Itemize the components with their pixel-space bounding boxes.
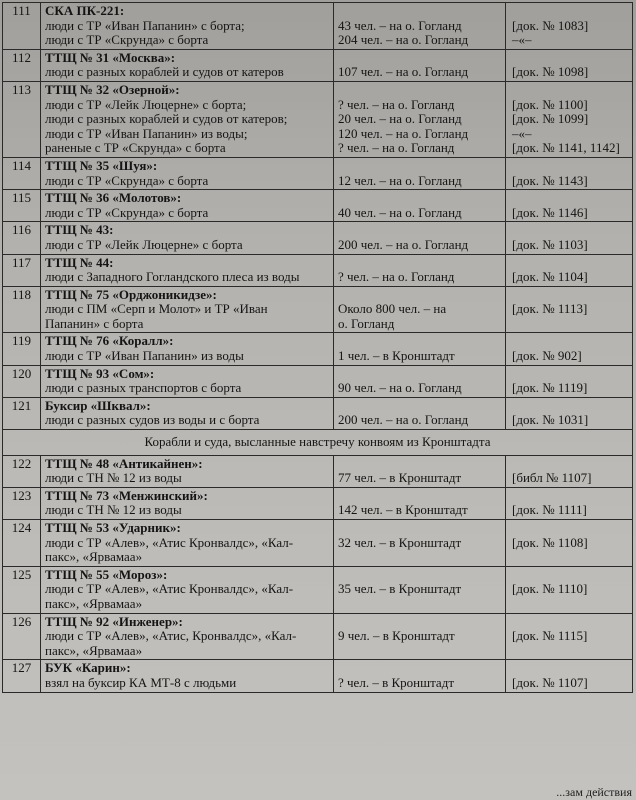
rescue-description: Папанин» с борта xyxy=(45,315,144,331)
table-row xyxy=(3,455,633,487)
source-cell xyxy=(506,520,633,567)
footer-fragment: ...зам действия xyxy=(556,785,632,799)
vessel-name: ТТЩ № 48 «Антикайнен»: xyxy=(45,455,203,471)
source-cell-line: [док. № 1115] xyxy=(512,628,588,644)
rescue-description: пакс», «Ярвамаа» xyxy=(45,595,143,611)
table-row xyxy=(3,365,633,397)
vessel-name: ТТЩ № 55 «Мороз»: xyxy=(45,566,168,582)
vessel-name: ТТЩ № 73 «Менжинский»: xyxy=(45,487,208,503)
table-row xyxy=(3,613,633,660)
vessel-cell xyxy=(41,3,334,50)
source-cell xyxy=(506,487,633,519)
table-row xyxy=(3,49,633,81)
source-cell xyxy=(506,660,633,692)
result-cell-line: 43 чел. – на о. Гогланд xyxy=(338,17,462,33)
table-row xyxy=(3,520,633,567)
table-section xyxy=(3,430,633,456)
vessel-cell xyxy=(41,520,334,567)
result-cell-line: 32 чел. – в Кронштадт xyxy=(338,534,462,550)
result-cell xyxy=(334,333,506,365)
result-cell-line: 9 чел. – в Кронштадт xyxy=(338,628,455,644)
result-cell-line: 77 чел. – в Кронштадт xyxy=(338,470,462,486)
rescue-description: раненые с ТР «Скрунда» с борта xyxy=(45,140,226,156)
source-cell xyxy=(506,455,633,487)
section-heading: Корабли и суда, высланные навстречу конвоям из Кронштадта xyxy=(3,430,633,456)
table-row xyxy=(3,286,633,333)
source-cell-line: [док. № 1099] xyxy=(512,111,589,127)
source-cell-line: [док. № 1113] xyxy=(512,301,588,317)
table-row xyxy=(3,333,633,365)
source-cell-line: [док. № 1103] xyxy=(512,236,588,252)
rescue-description: люди с ТР «Алев», «Атис, Кронвалдс», «Кал- xyxy=(45,628,297,644)
result-cell-line: 120 чел. – на о. Гогланд xyxy=(338,125,469,141)
row-number: 113 xyxy=(3,81,41,157)
source-cell-line: –«– xyxy=(512,125,532,141)
result-cell-line: 20 чел. – на о. Гогланд xyxy=(338,111,462,127)
table-row xyxy=(3,254,633,286)
result-cell xyxy=(334,286,506,333)
result-cell xyxy=(334,49,506,81)
table-row xyxy=(3,190,633,222)
vessel-name: ТТЩ № 36 «Молотов»: xyxy=(45,190,182,206)
table-row xyxy=(3,81,633,157)
rescue-table xyxy=(2,2,633,693)
rescue-description: люди с ТН № 12 из воды xyxy=(45,470,182,486)
vessel-name: Буксир «Шквал»: xyxy=(45,397,151,413)
source-cell xyxy=(506,190,633,222)
source-cell-line: [док. № 1143] xyxy=(512,172,588,188)
row-number: 115 xyxy=(3,190,41,222)
result-cell-line: 35 чел. – в Кронштадт xyxy=(338,581,462,597)
row-number: 112 xyxy=(3,49,41,81)
row-number: 117 xyxy=(3,254,41,286)
result-cell-line: 90 чел. – на о. Гогланд xyxy=(338,380,462,396)
vessel-cell xyxy=(41,81,334,157)
source-cell-line: [док. № 1031] xyxy=(512,412,589,428)
row-number: 125 xyxy=(3,566,41,613)
row-number: 116 xyxy=(3,222,41,254)
source-cell xyxy=(506,613,633,660)
vessel-cell xyxy=(41,397,334,429)
source-cell-line: [док. № 1146] xyxy=(512,204,588,220)
result-cell-line: ? чел. – в Кронштадт xyxy=(338,674,454,690)
source-cell xyxy=(506,333,633,365)
result-cell-line: 200 чел. – на о. Гогланд xyxy=(338,236,469,252)
rescue-description: пакс», «Ярвамаа» xyxy=(45,549,143,565)
vessel-cell xyxy=(41,487,334,519)
result-cell xyxy=(334,613,506,660)
rescue-description: взял на буксир КА МТ-8 с людьми xyxy=(45,674,237,690)
source-cell-line: [док. № 1110] xyxy=(512,581,588,597)
vessel-cell xyxy=(41,49,334,81)
result-cell-line: 200 чел. – на о. Гогланд xyxy=(338,412,469,428)
vessel-name: ТТЩ № 43: xyxy=(45,222,114,238)
rescue-description: люди с ПМ «Серп и Молот» и ТР «Иван xyxy=(45,301,268,317)
source-cell-line: [док. № 1141, 1142] xyxy=(512,140,620,156)
rescue-description: люди с ТР «Иван Папанин» с борта; xyxy=(45,17,245,33)
table-row xyxy=(3,487,633,519)
rescue-description: люди с ТР «Скрунда» с борта xyxy=(45,172,209,188)
source-cell xyxy=(506,81,633,157)
result-cell-line: ? чел. – на о. Гогланд xyxy=(338,96,455,112)
rescue-description: люди с разных кораблей и судов от катеров; xyxy=(45,111,288,127)
source-cell-line: [док. № 1108] xyxy=(512,534,588,550)
source-cell-line: [док. № 1107] xyxy=(512,674,588,690)
table-row xyxy=(3,397,633,429)
rescue-description: люди с ТР «Лейк Люцерне» с борта; xyxy=(45,96,247,112)
rescue-description: люди с ТН № 12 из воды xyxy=(45,502,182,518)
row-number: 119 xyxy=(3,333,41,365)
source-cell-line: [док. № 902] xyxy=(512,348,582,364)
result-cell xyxy=(334,81,506,157)
vessel-name: ТТЩ № 44: xyxy=(45,254,114,270)
row-number: 126 xyxy=(3,613,41,660)
source-cell xyxy=(506,566,633,613)
source-cell xyxy=(506,49,633,81)
source-cell xyxy=(506,254,633,286)
row-number: 114 xyxy=(3,157,41,189)
table-row xyxy=(3,222,633,254)
result-cell xyxy=(334,566,506,613)
result-cell xyxy=(334,157,506,189)
row-number: 122 xyxy=(3,455,41,487)
source-cell-line: [док. № 1104] xyxy=(512,269,588,285)
source-cell-line: [док. № 1098] xyxy=(512,64,589,80)
rescue-description: люди с Западного Гогландского плеса из воды xyxy=(45,269,300,285)
table-row xyxy=(3,3,633,50)
rescue-description: люди с ТР «Скрунда» с борта xyxy=(45,32,209,48)
section-row xyxy=(3,430,633,456)
vessel-cell xyxy=(41,613,334,660)
table-row xyxy=(3,566,633,613)
vessel-cell xyxy=(41,254,334,286)
result-cell xyxy=(334,254,506,286)
source-cell-line: [док. № 1111] xyxy=(512,502,587,518)
vessel-name: СКА ПК-221: xyxy=(45,3,125,18)
rescue-description: люди с ТР «Алев», «Атис Кронвалдс», «Кал- xyxy=(45,581,294,597)
rescue-description: пакс», «Ярвамаа» xyxy=(45,642,143,658)
row-number: 127 xyxy=(3,660,41,692)
rescue-description: люди с разных кораблей и судов от катеров xyxy=(45,64,284,80)
result-cell xyxy=(334,660,506,692)
result-cell-line: ? чел. – на о. Гогланд xyxy=(338,140,455,156)
rescue-description: люди с ТР «Скрунда» с борта xyxy=(45,204,209,220)
vessel-name: ТТЩ № 32 «Озерной»: xyxy=(45,81,180,97)
result-cell-line: 107 чел. – на о. Гогланд xyxy=(338,64,469,80)
result-cell-line: 1 чел. – в Кронштадт xyxy=(338,348,455,364)
vessel-cell xyxy=(41,566,334,613)
vessel-name: ТТЩ № 92 «Инженер»: xyxy=(45,613,183,629)
result-cell xyxy=(334,222,506,254)
result-cell-line: 12 чел. – на о. Гогланд xyxy=(338,172,462,188)
source-cell xyxy=(506,365,633,397)
row-number: 111 xyxy=(3,3,41,50)
source-cell-line: [док. № 1100] xyxy=(512,96,588,112)
rescue-description: люди с ТР «Иван Папанин» из воды; xyxy=(45,125,248,141)
row-number: 121 xyxy=(3,397,41,429)
rescue-description: люди с ТР «Алев», «Атис Кронвалдс», «Кал- xyxy=(45,534,294,550)
source-cell xyxy=(506,157,633,189)
rescue-description: люди с ТР «Иван Папанин» из воды xyxy=(45,348,244,364)
vessel-cell xyxy=(41,222,334,254)
vessel-cell xyxy=(41,286,334,333)
source-cell xyxy=(506,397,633,429)
source-cell-line: [док. № 1119] xyxy=(512,380,588,396)
row-number: 118 xyxy=(3,286,41,333)
vessel-name: ТТЩ № 53 «Ударник»: xyxy=(45,520,181,535)
table-body-upper xyxy=(3,3,633,430)
result-cell-line: ? чел. – на о. Гогланд xyxy=(338,269,455,285)
source-cell-line: [библ № 1107] xyxy=(512,470,592,486)
row-number: 123 xyxy=(3,487,41,519)
result-cell xyxy=(334,455,506,487)
result-cell xyxy=(334,190,506,222)
result-cell xyxy=(334,487,506,519)
result-cell xyxy=(334,397,506,429)
table-row xyxy=(3,660,633,692)
source-cell xyxy=(506,222,633,254)
vessel-name: ТТЩ № 31 «Москва»: xyxy=(45,49,176,65)
vessel-name: ТТЩ № 35 «Шуя»: xyxy=(45,157,158,173)
table-body-lower xyxy=(3,455,633,692)
result-cell-line: о. Гогланд xyxy=(338,315,395,331)
result-cell xyxy=(334,365,506,397)
vessel-name: ТТЩ № 75 «Орджоникидзе»: xyxy=(45,286,217,302)
rescue-description: люди с разных транспортов с борта xyxy=(45,380,242,396)
result-cell-line: 40 чел. – на о. Гогланд xyxy=(338,204,462,220)
result-cell-line: Около 800 чел. – на xyxy=(338,301,447,317)
vessel-cell xyxy=(41,455,334,487)
vessel-cell xyxy=(41,365,334,397)
rescue-description: люди с ТР «Лейк Люцерне» с борта xyxy=(45,236,243,252)
vessel-name: ТТЩ № 93 «Сом»: xyxy=(45,365,155,381)
row-number: 120 xyxy=(3,365,41,397)
source-cell xyxy=(506,3,633,50)
vessel-cell xyxy=(41,190,334,222)
result-cell-line: 204 чел. – на о. Гогланд xyxy=(338,32,469,48)
source-cell-line: –«– xyxy=(512,32,532,48)
rescue-description: люди с разных судов из воды и с борта xyxy=(45,412,260,428)
vessel-cell xyxy=(41,157,334,189)
vessel-name: БУК «Карин»: xyxy=(45,660,131,676)
source-cell-line: [док. № 1083] xyxy=(512,17,589,33)
vessel-cell xyxy=(41,333,334,365)
result-cell xyxy=(334,3,506,50)
result-cell xyxy=(334,520,506,567)
vessel-cell xyxy=(41,660,334,692)
result-cell-line: 142 чел. – в Кронштадт xyxy=(338,502,468,518)
row-number: 124 xyxy=(3,520,41,567)
source-cell xyxy=(506,286,633,333)
table-row xyxy=(3,157,633,189)
vessel-name: ТТЩ № 76 «Коралл»: xyxy=(45,333,174,349)
